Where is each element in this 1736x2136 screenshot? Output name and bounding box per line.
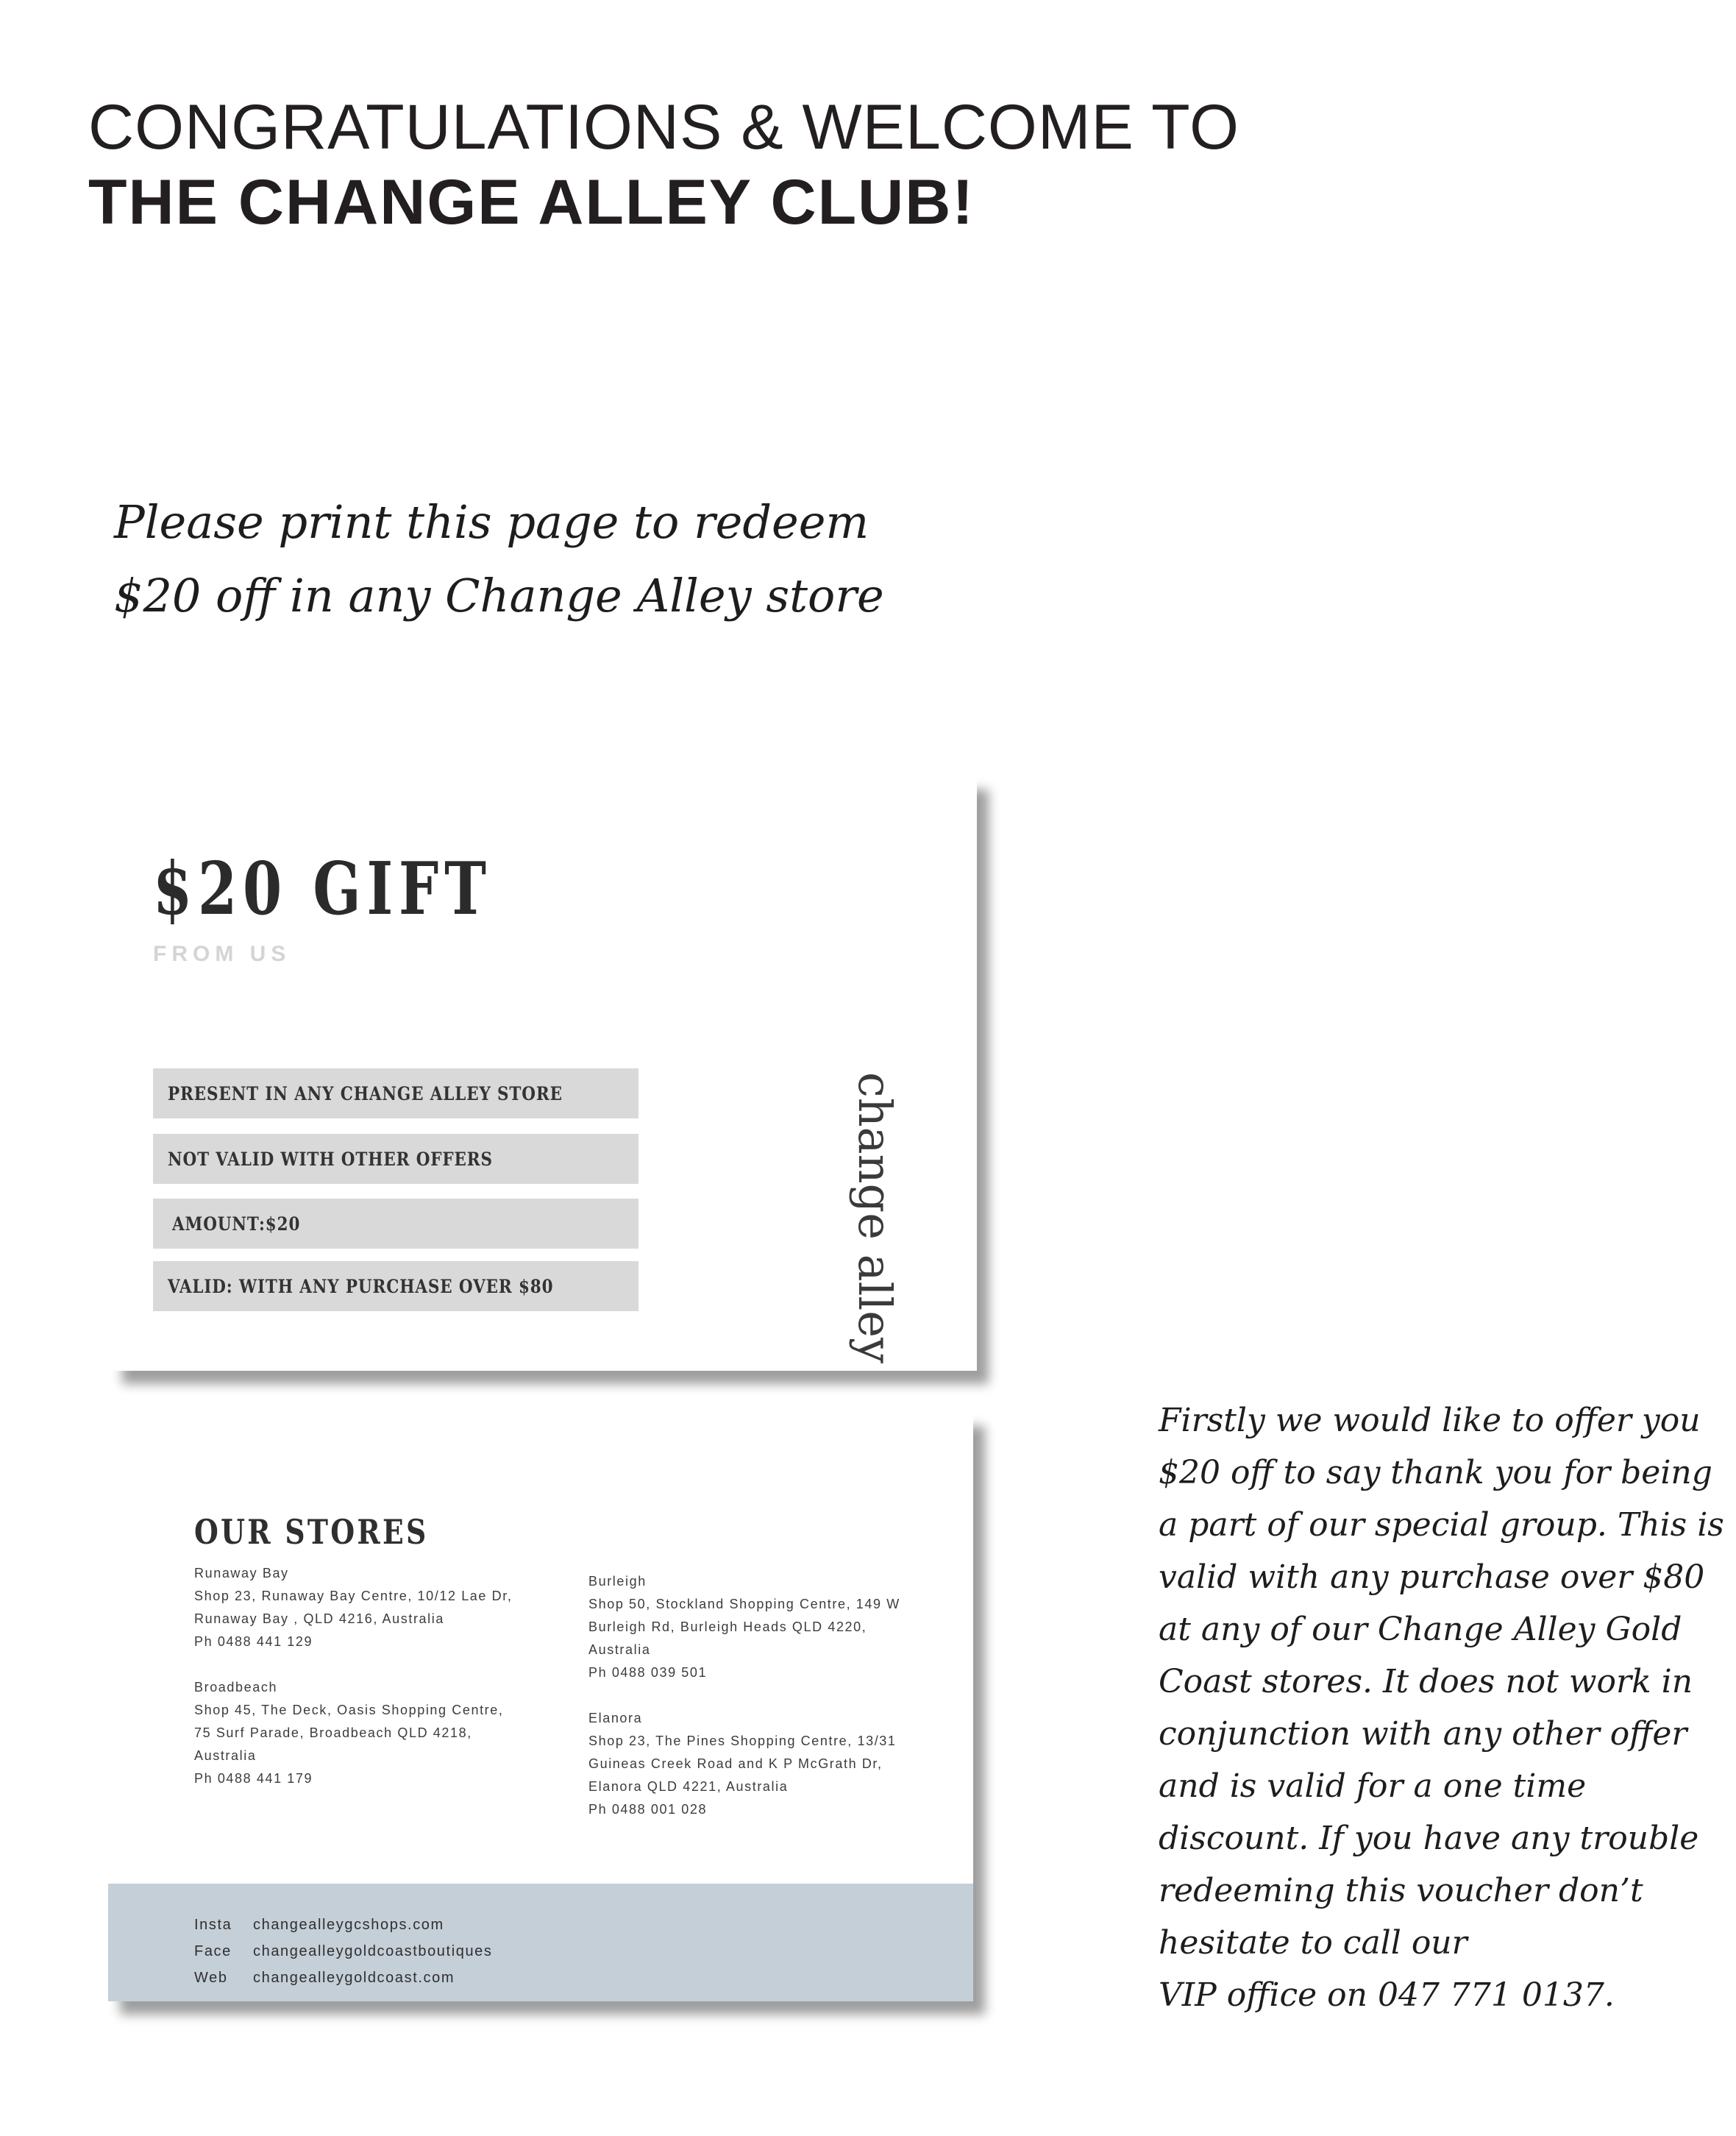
store-address-line: Shop 23, Runaway Bay Centre, 10/12 Lae Dr, xyxy=(194,1589,513,1603)
gift-title: $20 GIFT xyxy=(153,847,492,932)
voucher-term: PRESENT IN ANY CHANGE ALLEY STORE xyxy=(153,1068,638,1118)
store-address-line: 75 Surf Parade, Broadbeach QLD 4218, xyxy=(194,1725,472,1740)
voucher-term: VALID: WITH ANY PURCHASE OVER $80 xyxy=(153,1261,638,1311)
message-line: at any of our Change Alley Gold xyxy=(1159,1611,1682,1648)
welcome-heading: CONGRATULATIONS & WELCOME TO xyxy=(88,92,1240,163)
message-line: redeeming this voucher don’t xyxy=(1159,1872,1643,1909)
store-entry xyxy=(194,1562,512,1653)
store-address-line: Australia xyxy=(588,1642,651,1657)
contact-row-web xyxy=(194,1965,493,1991)
voucher-term: AMOUNT:$20 xyxy=(153,1199,638,1249)
contact-label: Insta xyxy=(194,1916,232,1933)
stores-column-left xyxy=(194,1562,512,1813)
message-line: VIP office on 047 771 0137. xyxy=(1159,1976,1615,2014)
store-phone: Ph 0488 039 501 xyxy=(588,1665,708,1680)
contact-label: Face xyxy=(194,1942,232,1959)
store-entry xyxy=(588,1707,900,1821)
message-line: and is valid for a one time xyxy=(1159,1767,1587,1805)
message-line: discount. If you have any trouble xyxy=(1159,1820,1699,1857)
store-address-line: Elanora QLD 4221, Australia xyxy=(588,1779,789,1794)
store-address-line: Shop 23, The Pines Shopping Centre, 13/31 xyxy=(588,1734,897,1748)
message-line: conjunction with any other offer xyxy=(1159,1715,1687,1753)
message-line: valid with any purchase over $80 xyxy=(1159,1558,1705,1596)
stores-title: OUR STORES xyxy=(194,1512,429,1552)
store-address-line: Burleigh Rd, Burleigh Heads QLD 4220, xyxy=(588,1619,867,1634)
print-instruction-line: $20 off in any Change Alley store xyxy=(114,569,884,622)
message-line: hesitate to call our xyxy=(1159,1924,1468,1962)
contact-row-facebook xyxy=(194,1938,493,1965)
message-line: Coast stores. It does not work in xyxy=(1159,1663,1693,1700)
store-phone: Ph 0488 001 028 xyxy=(588,1802,708,1817)
store-name: Burleigh xyxy=(588,1574,647,1589)
voucher-back-card xyxy=(108,1413,973,2001)
store-phone: Ph 0488 441 179 xyxy=(194,1771,313,1786)
store-address-line: Guineas Creek Road and K P McGrath Dr, xyxy=(588,1756,883,1771)
gift-subtitle: FROM US xyxy=(153,942,291,966)
store-address-line: Shop 45, The Deck, Oasis Shopping Centre, xyxy=(194,1703,504,1717)
instagram-link: changealleygcshops.com xyxy=(253,1916,444,1933)
message-line: Firstly we would like to offer you xyxy=(1159,1402,1701,1439)
stores-column-right xyxy=(588,1570,900,1844)
message-line: a part of our special group. This is xyxy=(1159,1506,1724,1544)
print-instruction xyxy=(114,486,997,633)
store-name: Runaway Bay xyxy=(194,1566,289,1580)
facebook-link: changealleygoldcoastboutiques xyxy=(253,1942,493,1959)
store-address-line: Australia xyxy=(194,1748,257,1763)
voucher-front-card xyxy=(110,776,977,1371)
brand-logo-text: change alley xyxy=(848,1072,902,1363)
store-address-line: Shop 50, Stockland Shopping Centre, 149 W xyxy=(588,1597,900,1611)
offer-message xyxy=(1159,1394,1724,2021)
voucher-term: NOT VALID WITH OTHER OFFERS xyxy=(153,1134,638,1184)
store-address-line: Runaway Bay , QLD 4216, Australia xyxy=(194,1611,444,1626)
contact-label: Web xyxy=(194,1969,228,1986)
contact-row-instagram xyxy=(194,1912,493,1938)
website-link: changealleygoldcoast.com xyxy=(253,1969,455,1986)
store-entry xyxy=(588,1570,900,1684)
club-heading: THE CHANGE ALLEY CLUB! xyxy=(88,167,975,238)
store-phone: Ph 0488 441 129 xyxy=(194,1634,313,1649)
store-name: Broadbeach xyxy=(194,1680,278,1695)
message-line: $20 off to say thank you for being xyxy=(1159,1454,1712,1491)
store-name: Elanora xyxy=(588,1711,643,1725)
print-instruction-line: Please print this page to redeem xyxy=(114,495,869,549)
contact-footer xyxy=(108,1884,973,2001)
store-entry xyxy=(194,1676,512,1790)
